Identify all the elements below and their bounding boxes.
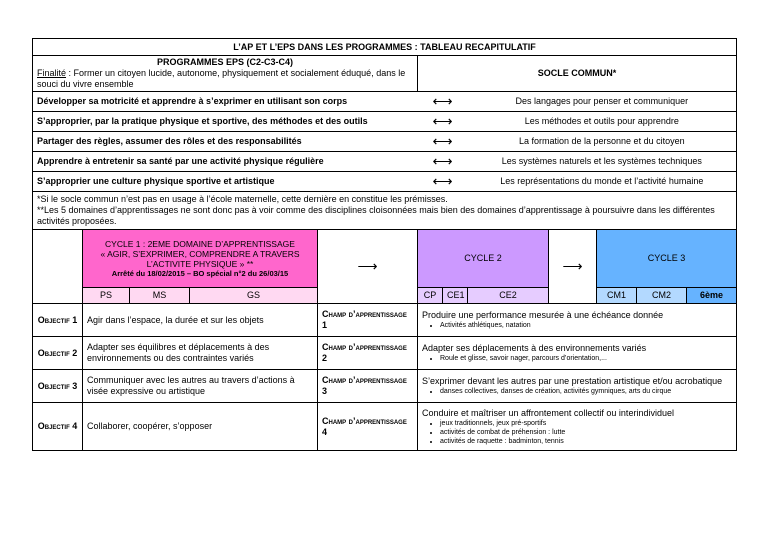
- objectif-text: Adapter ses équilibres et déplacements à des environnements ou des contraintes variés: [83, 337, 318, 370]
- double-arrow-icon: ⟷: [418, 152, 468, 172]
- objectif-row: [33, 337, 737, 370]
- eps-goal-3: Partager des règles, assumer des rôles et des responsabilités: [33, 132, 418, 152]
- level-ce2: CE2: [468, 288, 549, 304]
- eps-goal-4: Apprendre à entretenir sa santé par une activité physique régulière: [33, 152, 418, 172]
- objectif-text: Collaborer, coopérer, s’opposer: [83, 403, 318, 451]
- champ-label: Champ d’apprentissage 2: [318, 337, 418, 370]
- double-arrow-icon: ⟷: [418, 112, 468, 132]
- eps-goal-2: S’approprier, par la pratique physique et sportive, des méthodes et des outils: [33, 112, 418, 132]
- level-gs: GS: [190, 288, 318, 304]
- champ-text: Conduire et maîtriser un affrontement collectif ou interindividuel: [422, 407, 674, 418]
- objectif-row: [33, 403, 737, 451]
- activity-item: • activités de combat de préhension : lutte: [440, 428, 732, 437]
- eps-goal-1: Développer sa motricité et apprendre à s’exprimer en utilisant son corps: [33, 92, 418, 112]
- footnote-2: **Les 5 domaines d’apprentissages ne sont donc pas à voir comme des disciplines cloisonnées mais bien des domaines d’apprentissage à poursuivre dans les différentes activités proposées.: [37, 205, 715, 226]
- blank-cell: [33, 288, 83, 304]
- finalite-body: : Former un citoyen lucide, autonome, physiquement et socialement éduqué, dans le souci du vivre ensemble: [37, 68, 406, 89]
- cycle1-title-1: CYCLE 1 : 2EME DOMAINE D’APPRENTISSAGE: [105, 238, 295, 249]
- objectif-label: Objectif 4: [33, 403, 83, 451]
- level-cp: CP: [418, 288, 443, 304]
- champ-activities: [422, 419, 732, 446]
- champ-text: Adapter ses déplacements à des environnements variés: [422, 343, 647, 353]
- objectif-label: Objectif 1: [33, 304, 83, 337]
- activity-item: • Roule et glisse, savoir nager, parcours d’orientation,...: [440, 354, 732, 363]
- cycle1-title-2: « AGIR, S’EXPRIMER, COMPRENDRE A TRAVERS L’ACTIVITE PHYSIQUE » **: [100, 248, 300, 269]
- objectif-label: Objectif 3: [33, 370, 83, 403]
- blank-cell: [33, 230, 83, 288]
- champ-label: Champ d’apprentissage 3: [318, 370, 418, 403]
- objectif-text: Communiquer avec les autres au travers d’actions à visée expressive ou artistique: [83, 370, 318, 403]
- link-row: [33, 172, 737, 192]
- footnote-1: *Si le socle commun n’est pas en usage à l’école maternelle, cette dernière en constitue les prémisses.: [37, 194, 448, 204]
- champ-activities: [422, 354, 732, 363]
- champ-label: Champ d’apprentissage 4: [318, 403, 418, 451]
- arrow-right-icon: ⟶: [549, 230, 597, 304]
- activity-item: • jeux traditionnels, jeux pré-sportifs: [440, 419, 732, 428]
- objectif-row: [33, 304, 737, 337]
- activity-item: • Activités athlétiques, natation: [440, 321, 732, 330]
- double-arrow-icon: ⟷: [418, 172, 468, 192]
- link-row: [33, 92, 737, 112]
- finalite-label: Finalité: [37, 68, 67, 78]
- champ-content: [418, 403, 737, 451]
- arrow-right-icon: ⟶: [318, 230, 418, 304]
- objectif-text: Agir dans l’espace, la durée et sur les objets: [83, 304, 318, 337]
- level-ms: MS: [130, 288, 190, 304]
- socle-domain-2: Les méthodes et outils pour apprendre: [468, 112, 737, 132]
- programmes-eps-header: [33, 56, 418, 92]
- cycle1-header: [83, 230, 318, 288]
- champ-activities: [422, 387, 732, 396]
- socle-domain-5: Les représentations du monde et l’activité humaine: [468, 172, 737, 192]
- level-ps: PS: [83, 288, 130, 304]
- champ-text: Produire une performance mesurée à une échéance donnée: [422, 310, 664, 320]
- link-row: [33, 152, 737, 172]
- eps-goal-5: S’approprier une culture physique sportive et artistique: [33, 172, 418, 192]
- programmes-eps-title: PROGRAMMES EPS (C2-C3-C4): [156, 57, 293, 67]
- activity-item: • danses collectives, danses de création, activités gymniques, arts du cirque: [440, 387, 732, 396]
- level-6eme: 6ème: [687, 288, 737, 304]
- champ-label: Champ d’apprentissage 1: [318, 304, 418, 337]
- socle-domain-1: Des langages pour penser et communiquer: [468, 92, 737, 112]
- link-row: [33, 132, 737, 152]
- level-ce1: CE1: [443, 288, 468, 304]
- cycle1-arrete: Arrêté du 18/02/2015 – BO spécial n°2 du 26/03/15: [111, 268, 289, 278]
- champ-content: [418, 337, 737, 370]
- double-arrow-icon: ⟷: [418, 92, 468, 112]
- activity-item: • activités de raquette : badminton, tennis: [440, 437, 732, 446]
- objectif-row: [33, 370, 737, 403]
- objectif-label: Objectif 2: [33, 337, 83, 370]
- table-title: L’AP ET L’EPS DANS LES PROGRAMMES : TABLEAU RECAPITULATIF: [33, 39, 737, 56]
- socle-domain-3: La formation de la personne et du citoyen: [468, 132, 737, 152]
- level-cm2: CM2: [637, 288, 687, 304]
- double-arrow-icon: ⟷: [418, 132, 468, 152]
- champ-content: [418, 370, 737, 403]
- champ-content: [418, 304, 737, 337]
- recap-table: [32, 38, 737, 451]
- champ-activities: [422, 321, 732, 330]
- cycle3-header: CYCLE 3: [597, 230, 737, 288]
- finalite-text: [37, 68, 413, 90]
- socle-commun-header: SOCLE COMMUN*: [418, 56, 737, 92]
- socle-domain-4: Les systèmes naturels et les systèmes techniques: [468, 152, 737, 172]
- champ-text: S’exprimer devant les autres par une prestation artistique et/ou acrobatique: [422, 376, 723, 386]
- cycle2-header: CYCLE 2: [418, 230, 549, 288]
- level-cm1: CM1: [597, 288, 637, 304]
- link-row: [33, 112, 737, 132]
- footnotes: [33, 192, 737, 230]
